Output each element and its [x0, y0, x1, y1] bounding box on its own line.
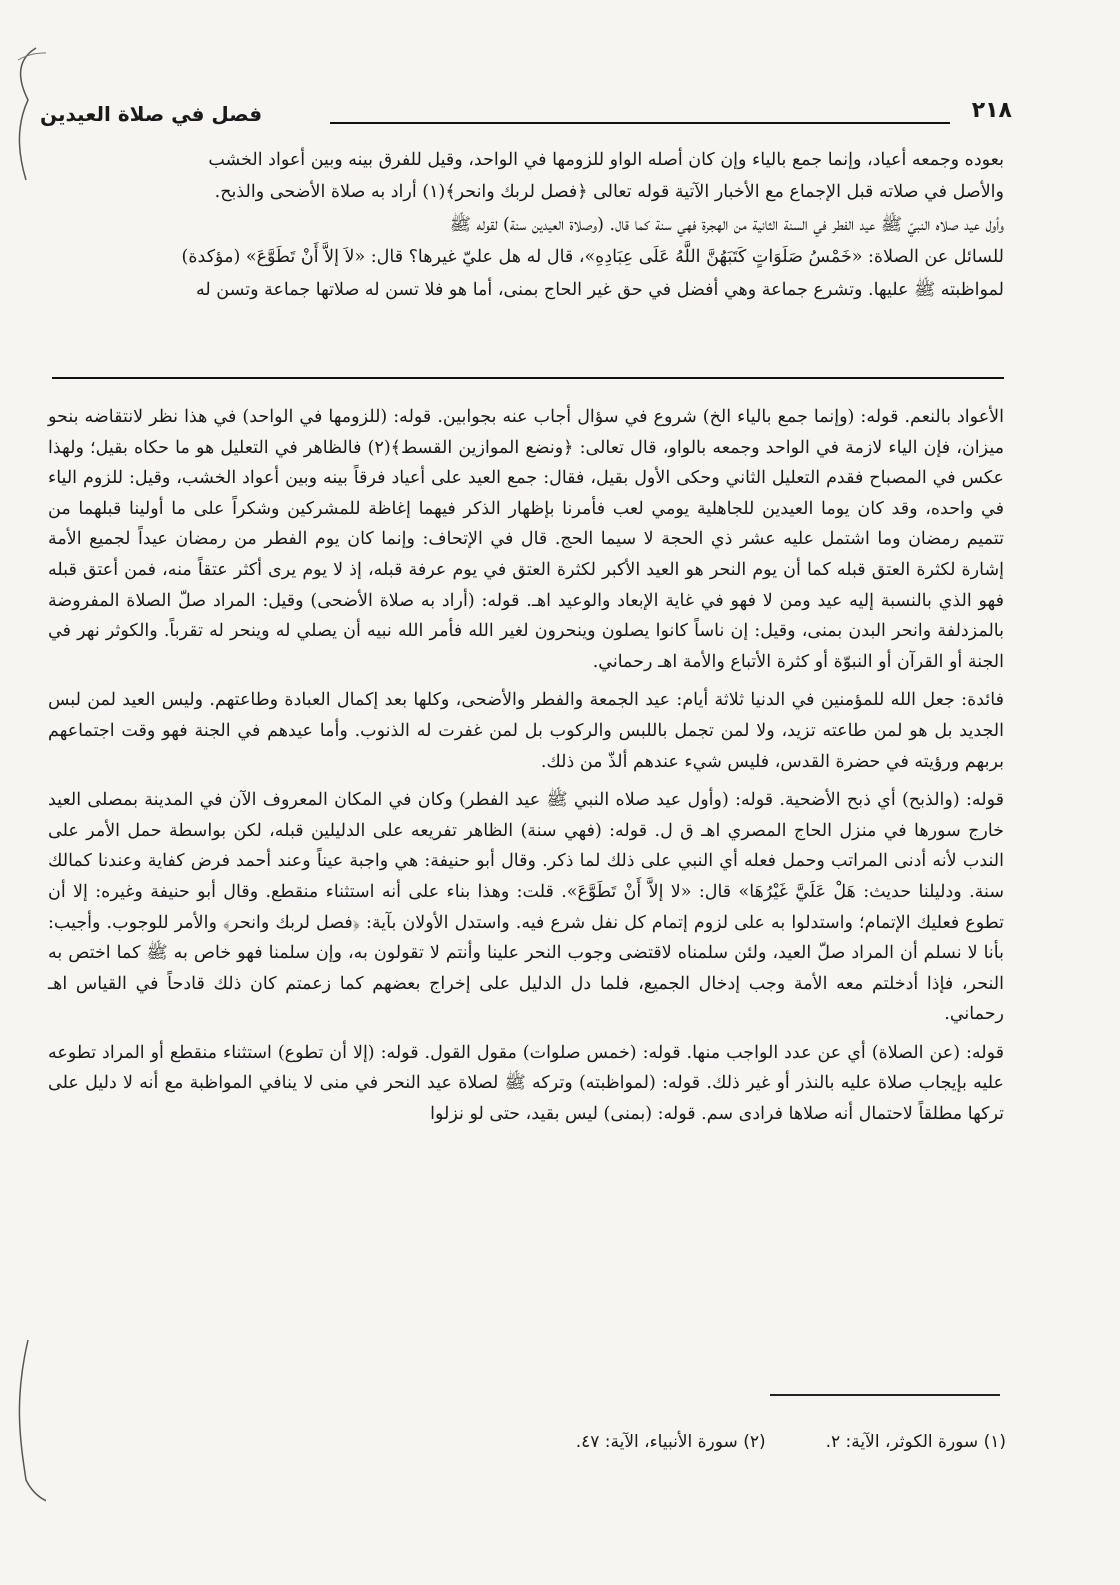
header-rule [330, 122, 950, 124]
commentary [48, 402, 1004, 1130]
footnotes [576, 1432, 1006, 1452]
commentary-paragraph: قوله: (والذبح) أي ذبح الأضحية. قوله: (وأول عيد صلاه النبي ﷺ عيد الفطر) وكان في المكان المعروف الآن في المدينة بمصلى العيد خارج سورها في منزل الحاج المصري اهـ ق ل. قوله: (فهي سنة) الظاهر تفريعه على الدليلين قبله، لكن بواسطة حمل الأمر على الندب لأنه أدنى المراتب وحمل فعله أي النبي على ذلك لما ذكر. وقال أبو حنيفة: هي واجبة عيناً وعند أحمد فرض كفاية وعندنا كمالك سنة. ودليلنا حديث: هَلْ عَلَيَّ غَيْرُهَا» قال: «لا إلاَّ أَنْ تَطَوَّعَ». قلت: وهذا بناء على أنه استثناء منقطع. وقال أبو حنيفة وغيره: إلا أن تطوع فعليك الإتمام؛ واستدلوا به على لزوم إتمام كل نفل شرع فيه. واستدل الأولان بآية: ﴿فصل لربك وانحر﴾ والأمر للوجوب. وأجيب: بأنا لا نسلم أن المراد صلّ العيد، ولئن سلمناه لاقتضى وجوب النحر علينا وأنتم لا تقولون به، وإن سلمنا فهو خاص به ﷺ كما اختص به النحر، فإذا أدخلتم معه الأمة وجب إدخال الجميع، فلما دل الدليل على إخراج بعضهم كما زعمتم كان ذلك قادحاً في القياس اهـ رحماني. [48, 790, 1004, 1025]
section-divider [52, 377, 1004, 379]
footnote: (١) سورة الكوثر، الآية: ٢. [825, 1432, 1006, 1452]
footnote-rule [770, 1394, 1000, 1396]
chapter-title: فصل في صلاة العيدين [40, 102, 263, 126]
page-number: ٢١٨ [971, 98, 1012, 123]
main-line: للسائل عن الصلاة: «خَمْسُ صَلَوَاتٍ كَتَبَهُنَّ اللَّهُ عَلَى عِبَادِهِ»، قال له هل عليّ غيرها؟ قال: «لاَ إلاَّ أَنْ تَطَوَّعَ» (مؤكدة) [181, 247, 1004, 268]
binding-ornament [6, 40, 46, 1540]
main-line: بعوده وجمعه أعياد، وإنما جمع بالياء وإن كان أصله الواو للزومها في الواحد، وقيل للفرق بينه وبين أعواد الخشب [208, 150, 1004, 170]
footnote: (٢) سورة الأنبياء، الآية: ٤٧. [575, 1432, 766, 1452]
main-line: لمواظبته ﷺ عليها. وتشرع جماعة وهي أفضل في حق غير الحاج بمنى، أما هو فلا تسن له صلاتها جماعة وتسن له [195, 279, 1004, 300]
main-line: والأصل في صلاته قبل الإجماع مع الأخبار الآتية قوله تعالى ﴿فصل لربك وانحر﴾(١) أراد به صلاة الأضحى والذبح. [214, 182, 1004, 203]
commentary-paragraph: فائدة: جعل الله للمؤمنين في الدنيا ثلاثة أيام: عيد الجمعة والفطر والأضحى، وكلها بعد إكمال العبادة وطاعتهم. وليس العيد لمن لبس الجديد بل هو لمن طاعته تزيد، ولا لمن تجمل باللبس والركوب بل لمن غفرت له الذنوب. وأما عيدهم في الجنة فهو وقت اجتماعهم بربهم ورؤيته في حضرة القدس، فليس شيء عندهم ألذّ من ذلك. [48, 690, 1004, 772]
commentary-paragraph: قوله: (عن الصلاة) أي عن عدد الواجب منها. قوله: (خمس صلوات) مقول القول. قوله: (إلا أن تطوع) استثناء منقطع أو المراد تطوعه عليه بإيجاب صلاة عليه بالنذر أو غير ذلك. قوله: (لمواظبته) وتركه ﷺ لصلاة عيد النحر في منى لا ينافي المواظبة مع أنه لا دليل على تركها مطلقاً لاحتمال أنه صلاها فرادى سم. قوله: (بمنى) ليس بقيد، حتى لو نزلوا [48, 1042, 1004, 1125]
main-text [48, 144, 1004, 306]
page-header [40, 98, 1010, 134]
main-line: وأول عيد صلاه النبيّ ﷺ عيد الفطر في السنة الثانية من الهجرة فهي سنة كما قال. (وصلاة العيدين سنة) لقوله ﷺ [449, 214, 1004, 235]
commentary-paragraph: الأعواد بالنعم. قوله: (وإنما جمع بالياء الخ) شروع في سؤال أجاب عنه بجوابين. قوله: (للزومها في الواحد) في هذا نظر لانتقاضه بنحو ميزان، فإن الياء لازمة في الواحد وجمعه بالواو، قال تعالى: ﴿ونضع الموازين القسط﴾(٢) فالظاهر في التعليل هو ما حكاه بقيل؛ ولهذا عكس في المصباح فقدم التعليل الثاني وحكى الأول بقيل، فقال: جمع العيد على أعياد فرقاً بينه وبين أعواد الخشب، وقيل: للزوم الياء في واحده، وقد كان يوما العيدين للجاهلية يومي لعب فأمرنا بإظهار الذكر فيهما إغاظة للمشركين وشكراً على ما أولينا قبلهما من تتميم رمضان وما اشتمل عليه عشر ذي الحجة لا سيما الحج. قال في الإتحاف: وإنما كان يوم الفطر من رمضان عيداً لجميع الأمة إشارة لكثرة العتق قبله كما أن يوم النحر هو العيد الأكبر لكثرة العتق في يوم عرفة قبله، إذ لا يوم يرى أكثر عتقاً منه، فمن أعتق قبله فهو الذي بالنسبة إليه عيد ومن لا فهو في غاية الإبعاد والوعيد اهـ. قوله: (أراد به صلاة الأضحى) وقيل: المراد صلّ الصلاة المفروضة بالمزدلفة وانحر البدن بمنى، وقيل: إن ناساً كانوا يصلون وينحرون لغير الله فأمر الله نبيه أن يصلي له وينحر له تقرباً. والكوثر نهر في الجنة أو القرآن أو النبوّة أو كثرة الأتباع والأمة اهـ رحماني. [48, 407, 1004, 672]
